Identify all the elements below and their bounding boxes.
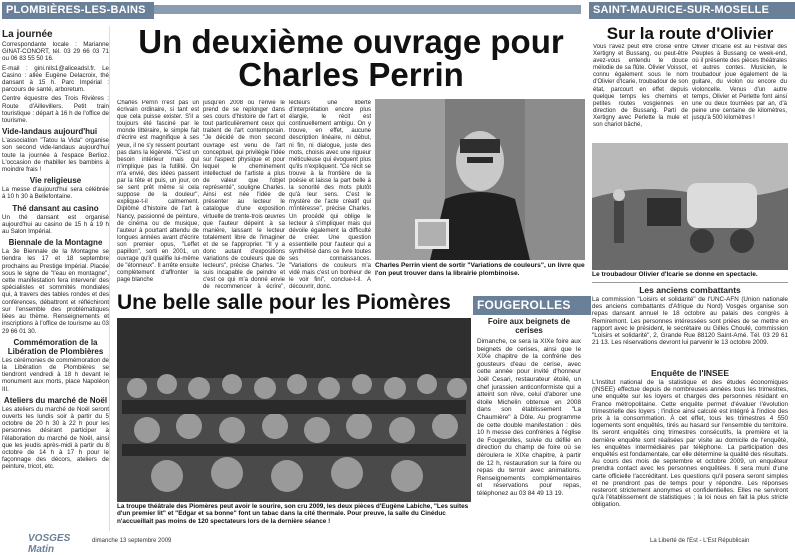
anciens-title: Les anciens combattants <box>639 285 741 295</box>
footer-date: dimanche 13 septembre 2009 <box>92 538 172 544</box>
second-article-title: Une belle salle pour les Piomères <box>117 291 451 314</box>
brief-title-vie-religieuse: Vie religieuse <box>29 176 82 186</box>
section-band-plombieres: PLOMBIÈRES-LES-BAINS <box>2 2 154 19</box>
section-band-fougerolles: FOUGEROLLES <box>473 296 591 315</box>
brief-journee-line-2: E-mail : gini.nils1@aliceadsl.fr. Le Casino : allée Eugène Delacroix, thé dansant à 15 h. Parc Impérial : parcours de santé, arboretum. <box>2 64 109 94</box>
photo-charles-perrin-caption: Charles Perrin vient de sortir "Variations de couleurs", un livre que l'on peut trouver dans la librairie plombinoise. <box>375 262 585 277</box>
brief-text-vie-religieuse: La messe d'aujourd'hui sera célébrée à 10 h 30 à Bellefontaine. <box>2 186 109 201</box>
footer-credit: La Liberté de l'Est - L'Est Républicain <box>650 538 750 544</box>
photo-piomeres-audience <box>117 318 471 502</box>
brief-text-ateliers: Les ateliers du marché de Noël seront ouverts les lundis soir à partir du 5 octobre de 20 h 30 à 22 h pour les personnes désirant participer à l'élaboration du marché de Noël, ainsi que les jeudis après-midi à partir du 8 octobre de 14 h à 17 h pour le façonnage des décors, ateliers de peinture, tricot, etc. <box>2 405 109 471</box>
header-rule <box>154 5 581 14</box>
brief-title-ateliers: Ateliers du marché de Noël <box>3 395 108 405</box>
main-article-col-2: jusqu'en 2008 où l'envie le prend de se replonger dans ses cours d'histoire de l'art et tout particulièrement ceux qui traitent de l'art contemporain. "Je décidé de mon second ouvrage est venu de l'art conceptuel, qui privilégie l'idée sur l'aspect physique et pour lequel le cheminement intellectuel de l'artiste a plus de valeur que l'objet représenté", souligne Charles. Ainsi est née l'idée de présenter au lecteur le catalogue d'une exposition virtuelle de trente-trois œuvres que l'auteur dépeint à sa manière, laissant le lecteur totalement libre de l'imaginer et de se l'approprier. "Il y a donc autant d'expositions variations de couleurs que de lecteurs", précise Charles. "Je suis incapable de peindre et c'est ce qui m'a donné envie de recommencer à écrire", <box>203 100 285 290</box>
anciens-text: La commission "Loisirs et solidarité" de l'UNC-AFN (Union nationale des anciens combattants d'Afrique du Nord) Vosges organise son repas dansant annuel le 18 octobre au palais des congrès à Remiremont. Les personnes intéressées sont priées de se mettre en rapport avec le président, le secrétaire ou Gilles Choulé, commission "Loisirs et solidarité", 2, Grande Rue 88120 Saint-Amé. Tél. 03 29 61 21 13. Les réservations devront lui parvenir le 13 octobre 2009. <box>592 296 788 347</box>
brief-title-journee: La journée <box>2 29 53 40</box>
section-band-saint-maurice: SAINT-MAURICE-SUR-MOSELLE <box>589 2 795 19</box>
main-article-col-3: lecteurs une liberté d'interprétation encore plus élargie, le récit est continuellement ambigu. On y trouve, en effet, aucune description linéaire, ni début, ni fin, ni dialogue, juste des mots, choisis avec une rigueur méticuleuse qui évoquent plus qu'ils n'expliquent. "Ce récit se trouve à la frontière de la poésie et laisse la part belle à la sonorité des mots plutôt qu'à leur sens. C'est le mystère de l'acte créatif qui m'intéresse", précise Charles. Un procédé qui oblige le lecteur à s'impliquer mais qui dévoile également la difficulté de créer. Une question essentielle pour l'auteur qui a synthétisé dans ce livre toutes ses connaissances. "Variations de couleurs m'a vidé mais c'est un bonheur de le voir fini", conclue-t-il. A découvrir, donc. <box>289 100 371 290</box>
brief-title-vide-landaus: Vide-landaus aujourd'hui <box>2 127 98 137</box>
brief-text-vide-landaus: L'association "Tatou la Vida" organise son second vide-landaus aujourd'hui toute la journée à l'espace Berlioz. L'occasion de rhabiller les bambins à moindre frais ! <box>2 137 109 174</box>
brief-text-biennale: La 3e Biennale de la Montagne se tiendra les 17 et 18 septembre prochains au Prestige Impérial. Placée sous le signe de "l'eau en montagne", cette manifestation fera intervenir des spécialistes et sommités mondiales qui, à travers des tables rondes et des conférences, débattront et réfléchiront sur l'ensemble des problématiques liées au thème. Renseignements et inscriptions à l'office de tourisme au 03 29 66 01 30. <box>2 248 109 335</box>
photo-troubadour-image <box>592 143 788 270</box>
footer-logo: VOSGES Matin <box>28 533 71 555</box>
brief-title-biennale: Biennale de la Montagne <box>8 238 103 248</box>
right-article-title: Sur la route d'Olivier <box>606 24 774 43</box>
photo-piomeres-caption: La troupe théâtrale des Piomères peut avoir le sourire, son cru 2009, les deux pièces d'Eugène Labiche, "Les suites d'un premier lit" et "Edgar et sa bonne" font un tabac dans la cité thermale. Pour preuve, la salle du Cinéduc n'accueillait pas moins de 120 spectateurs lors de la dernière séance ! <box>117 503 469 525</box>
insee-text: L'Institut national de la statistique et des études économiques (INSEE) effectue depuis de nombreuses années tous les trimestres, une enquête sur les loyers et charges des personnes résidant en France métropolitaine. Cette enquête permet d'évaluer l'évolution trimestrielle des loyers ; l'indice ainsi calculé est intégré à l'indice des prix à la consommation. À cet effet, tous les trimestres 4 550 logements sont enquêtés, tirés au hasard sur l'ensemble du territoire. Ils seront enquêtés cinq trimestres consécutifs, la première et la dernière enquête sont réalisées par visite au domicile de l'enquêté, les enquêtes intermédiaires par téléphone. La participation des enquêtés est fondamentale, car elle détermine la qualité des résultats. Au cours des mois de septembre et octobre 2009, un enquêteur prendra contact avec les personnes enquêtées. Il sera muni d'une carte officielle l'accréditant. Les questions qu'il posera seront simples et ne prendront pas de temps pour y répondre. Les réponses resteront strictement anonymes et confidentielles. Elles ne serviront qu'à l'établissement de statistiques ; la loi nous en fait la plus stricte obligation. <box>592 379 788 509</box>
brief-journee-line-3: Centre équestre des Trois Rivières : Route d'Aillevillers. Petit train touristique : départ à 16 h de l'office de tourisme. <box>2 95 109 125</box>
photo-charles-perrin-image <box>375 99 585 260</box>
main-article-col-1: Charles Perrin n'est pas un écrivain ordinaire, si tant est que cela puisse exister. S'il a toujours été fasciné par le monde littéraire, le simple fait d'écrire est magnifique à ses yeux, il ne s'y ressent pourtant pas dans la légèreté. "C'est un besoin intérieur mais qui n'implique pas la futilité. On m'a envié, des idées passent par la tête et puis, un jour, on se sent prêt même si cela suppose de la douleur", explique-t-il calmement. Diplômé d'histoire de l'art à Nancy, passionné de peinture, de cinéma ou de musique, l'auteur à pourtant attendu de longues années avant d'écrire son premier opus, "Leffet papillon", sorti en 2001, un ouvrage qu'il qualifie lui-même de "étonneux". Il arrête ensuite complètement d'affronter la page blanche <box>117 100 199 284</box>
photo-troubadour <box>592 143 788 270</box>
brief-journee-line-1: Correspondante locale : Marianne GINAT-CONORT, tél. 03 29 66 03 71 ou 06 83 55 50 16. <box>2 41 109 63</box>
brief-title-the-dansant: Thé dansant au casino <box>12 203 99 213</box>
brief-text-commemoration: Les cérémonies de commémoration de la Libération de Plombières se tiendront vendredi à 18 h devant le monument aux morts, place Napoléon III. <box>2 356 109 393</box>
fougerolles-text: Dimanche, ce sera la XIXe foire aux beignets de cerises, ainsi que le XIXe chapitre de la confrérie des gousteurs d'eau de cerise, avec cette année pour invité d'honneur Joël Cesari, restaurateur étoilé, un chef jurassien anticonformiste qui a atteint son rêve, celui d'aborer une étoile Michelin obtenue en 2008 dans son établissement "La Chaumière" à Dôle. Au programme de cette double manifestation : dès 10 h messe des confréries à l'église de Fougerolles, suivie du défilé en direction du champ de foire où se déroulera le XIXe chapitre, à partir de 12 h, restauration sur la foire ou repas du terroir avec animations. Renseignements complémentaires et réservations pour repas, téléphonez au 03 84 49 13 19. <box>477 338 581 497</box>
sidebar-briefs <box>2 26 110 531</box>
photo-troubadour-caption: Le troubadour Olivier d'Icarie se donne en spectacle. <box>592 271 758 278</box>
right-article-col-1: Vous l'avez peut être croisé entre Xertigny et Bussang, ou peut-être avez-vous entendu le douce mélodie de sa flûte. Olivier Voissot, connu également sous le nom d'Olivier d'Icarie, troubadour de son état, parcourt en effet depuis quelque temps les chemins et petites routes vosgiennes en direction de Bussang. Parti de Xertigny avec Perlette la mule et son chariot bâché, <box>593 44 688 129</box>
photo-piomeres-image <box>117 318 471 502</box>
brief-title-commemoration: Commémoration de la Libération de Plombières <box>7 337 104 356</box>
insee-title: Enquête de l'INSEE <box>650 368 730 378</box>
photo-charles-perrin <box>375 99 585 260</box>
main-article-title: Un deuxième ouvrage pour Charles Perrin <box>138 23 564 93</box>
right-article-col-2: Olivier d'Icarie est au Festival des Peuples à Bussang ce week-end, où il présente des pièces théâtrales et autres contes. Musicien, le troubadour joue également de la guitare, du violon ou encore du violoncelle. Venus d'un autre temps, Olivier et Perlette font ainsi une ou deux tournées par an, d'à peine une centaine de kilomètres, jusqu'à 500 kilomètres ! <box>692 44 787 121</box>
divider <box>592 282 788 283</box>
fougerolles-title: Foire aux beignets de cerises <box>487 317 571 335</box>
brief-text-the-dansant: Un thé dansant est organisé aujourd'hui au casino de 15 h à 19 h au Salon Impérial. <box>2 213 109 236</box>
